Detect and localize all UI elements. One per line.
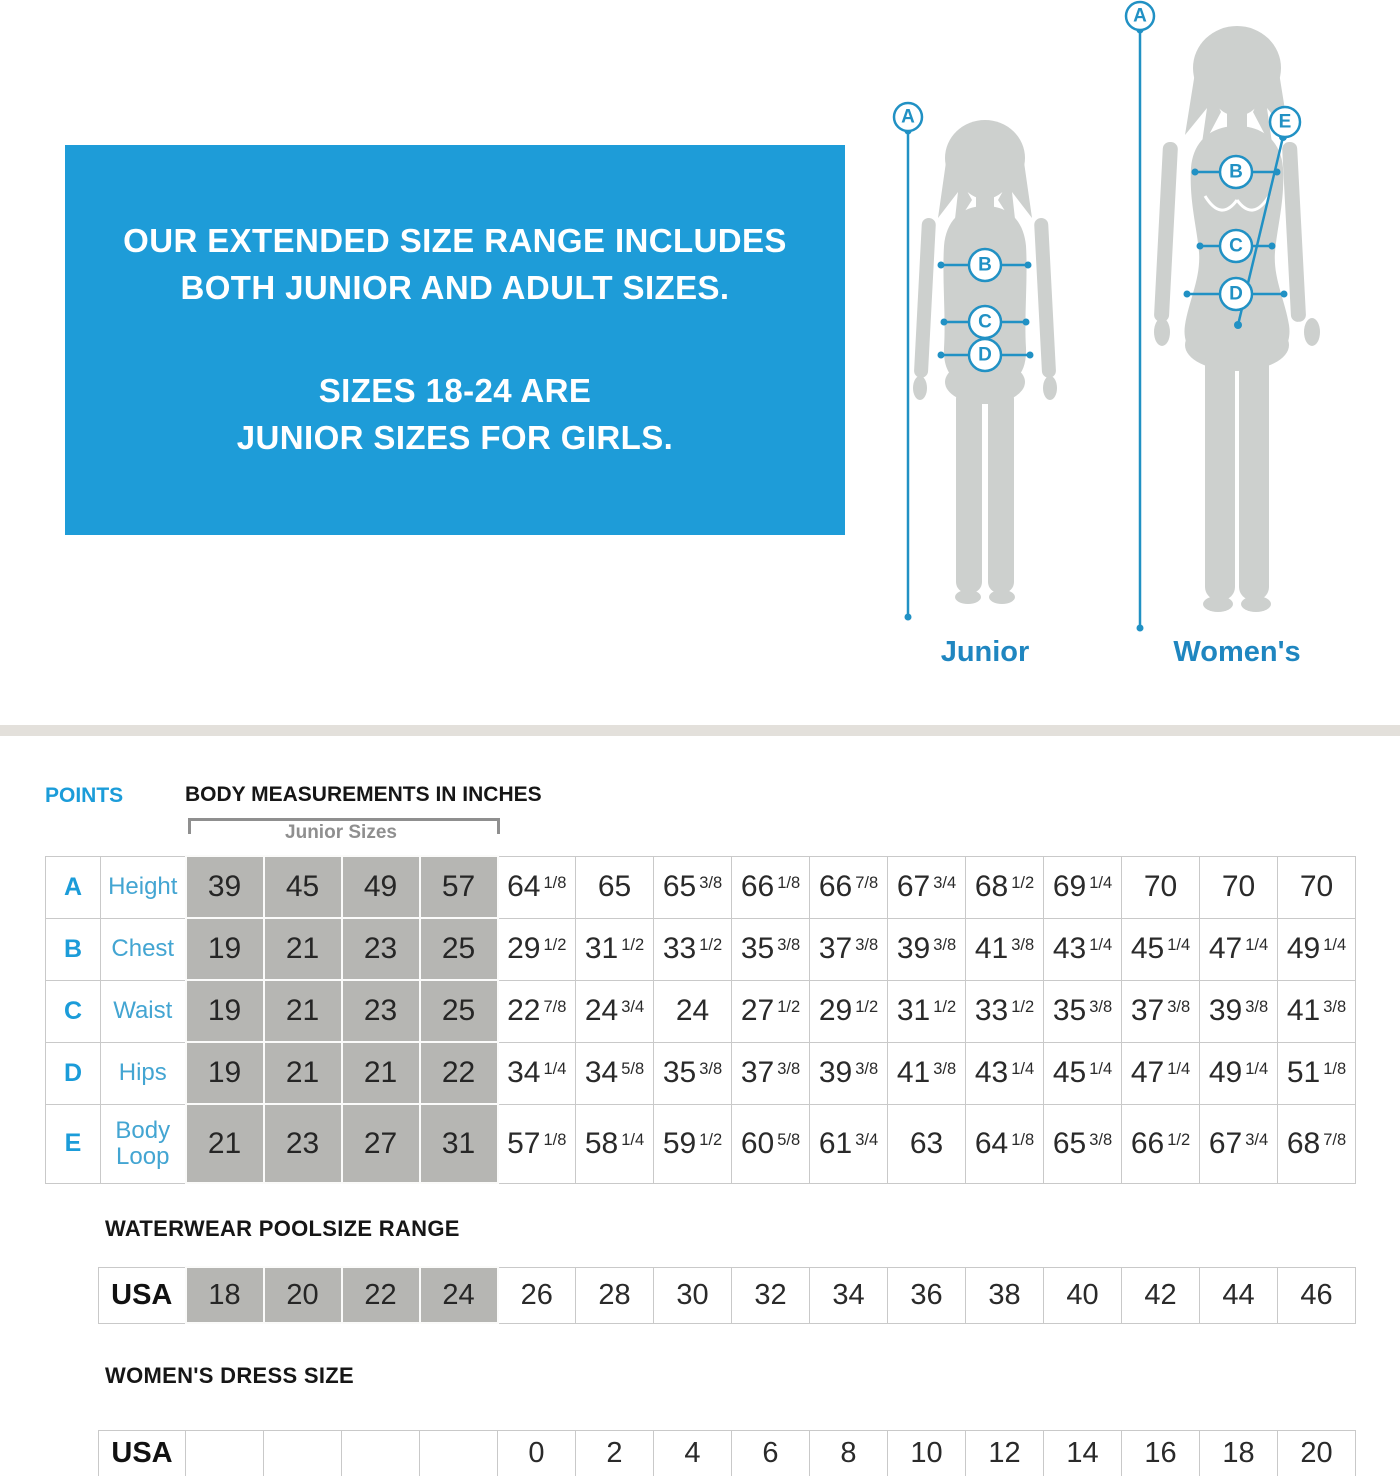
measurement-value-cell: 41 $^{3/8}$ <box>888 1042 966 1104</box>
measurement-value-cell: 21 <box>342 1042 420 1104</box>
dress-size-row <box>99 1431 1356 1476</box>
banner-line-2: BOTH JUNIOR AND ADULT SIZES. <box>180 269 730 307</box>
measurement-value-cell: 51 $^{1/8}$ <box>1278 1042 1356 1104</box>
banner-paragraph-1 <box>65 218 845 312</box>
section-divider <box>0 725 1400 736</box>
measurement-value-cell: 23 <box>342 980 420 1042</box>
measurement-value-cell: 60 $^{5/8}$ <box>732 1104 810 1183</box>
measurement-value-cell: 66 $^{1/2}$ <box>1122 1104 1200 1183</box>
junior-figure-label: Junior <box>940 636 1030 668</box>
poolsize-value-cell: 18 <box>186 1267 264 1323</box>
measurement-value-cell: 39 $^{3/8}$ <box>888 918 966 980</box>
measurement-value-cell: 35 $^{3/8}$ <box>1044 980 1122 1042</box>
measurement-value-cell: 58 $^{1/4}$ <box>576 1104 654 1183</box>
measurement-value-cell: 45 <box>264 856 342 918</box>
dress-value-cell: 12 <box>966 1431 1044 1476</box>
measurement-value-cell: 41 $^{3/8}$ <box>1278 980 1356 1042</box>
measurement-value-cell: 41 $^{3/8}$ <box>966 918 1044 980</box>
measurement-value-cell: 49 $^{1/4}$ <box>1278 918 1356 980</box>
junior-silhouette-diagram <box>880 100 1095 645</box>
measurement-value-cell: 65 $^{3/8}$ <box>654 856 732 918</box>
poolsize-value-cell: 32 <box>732 1267 810 1323</box>
measurement-value-cell: 70 <box>1278 856 1356 918</box>
dress-value-cell: 16 <box>1122 1431 1200 1476</box>
measurement-value-cell: 64 $^{1/8}$ <box>966 1104 1044 1183</box>
measurement-value-cell: 45 $^{1/4}$ <box>1044 1042 1122 1104</box>
poolsize-value-cell: 36 <box>888 1267 966 1323</box>
dress-value-cell <box>186 1431 264 1476</box>
junior-point-b-label: B <box>978 254 992 276</box>
banner-line-4: JUNIOR SIZES FOR GIRLS. <box>236 418 674 456</box>
point-letter-cell: E <box>46 1104 101 1183</box>
measurement-value-cell: 22 $^{7/8}$ <box>498 980 576 1042</box>
womens-point-a-label: A <box>1133 5 1147 27</box>
junior-point-a-label: A <box>901 106 915 128</box>
measurement-value-cell: 34 $^{5/8}$ <box>576 1042 654 1104</box>
measurement-value-cell: 29 $^{1/2}$ <box>498 918 576 980</box>
measurement-value-cell: 47 $^{1/4}$ <box>1200 918 1278 980</box>
poolsize-region-cell: USA <box>99 1267 186 1323</box>
womens-point-c-label: C <box>1229 235 1243 257</box>
junior-point-d-label: D <box>978 344 992 366</box>
measurement-value-cell: 37 $^{3/8}$ <box>732 1042 810 1104</box>
measurement-value-cell: 35 $^{3/8}$ <box>654 1042 732 1104</box>
dress-value-cell: 14 <box>1044 1431 1122 1476</box>
poolsize-value-cell: 46 <box>1278 1267 1356 1323</box>
measurement-value-cell: 23 <box>264 1104 342 1183</box>
poolsize-value-cell: 30 <box>654 1267 732 1323</box>
measurement-value-cell: 61 $^{3/4}$ <box>810 1104 888 1183</box>
measurement-value-cell: 19 <box>186 1042 264 1104</box>
dress-value-cell: 8 <box>810 1431 888 1476</box>
womens-point-b-label: B <box>1229 161 1243 183</box>
point-name-cell: Waist <box>101 980 186 1042</box>
womens-point-d-label: D <box>1229 283 1243 305</box>
points-header: POINTS <box>45 784 124 807</box>
poolsize-value-cell: 28 <box>576 1267 654 1323</box>
dress-value-cell <box>420 1431 498 1476</box>
measurement-value-cell: 21 <box>264 918 342 980</box>
measurement-value-cell: 70 <box>1122 856 1200 918</box>
measurement-value-cell: 57 <box>420 856 498 918</box>
measurement-value-cell: 24 <box>654 980 732 1042</box>
banner-line-3: SIZES 18-24 ARE <box>318 372 592 409</box>
junior-point-c-label: C <box>978 311 992 333</box>
poolsize-value-cell: 22 <box>342 1267 420 1323</box>
measurement-value-cell: 19 <box>186 918 264 980</box>
measurement-value-cell: 37 $^{3/8}$ <box>810 918 888 980</box>
measurement-value-cell: 49 $^{1/4}$ <box>1200 1042 1278 1104</box>
measurement-value-cell: 25 <box>420 918 498 980</box>
measurement-value-cell: 31 <box>420 1104 498 1183</box>
womens-silhouette-diagram <box>1115 0 1345 645</box>
measurement-value-cell: 21 <box>186 1104 264 1183</box>
dress-value-cell: 20 <box>1278 1431 1356 1476</box>
point-name-cell: Body Loop <box>101 1104 186 1183</box>
point-letter-cell: A <box>46 856 101 918</box>
measurement-row-d <box>46 1042 1356 1104</box>
dress-value-cell: 6 <box>732 1431 810 1476</box>
measurement-value-cell: 23 <box>342 918 420 980</box>
junior-sizes-label: Junior Sizes <box>285 822 397 843</box>
measurement-value-cell: 68 $^{1/2}$ <box>966 856 1044 918</box>
measurement-row-c <box>46 980 1356 1042</box>
measurement-value-cell: 59 $^{1/2}$ <box>654 1104 732 1183</box>
measurement-value-cell: 69 $^{1/4}$ <box>1044 856 1122 918</box>
info-banner <box>65 145 845 535</box>
measurement-value-cell: 66 $^{1/8}$ <box>732 856 810 918</box>
measurement-value-cell: 25 <box>420 980 498 1042</box>
poolsize-value-cell: 34 <box>810 1267 888 1323</box>
measurement-value-cell: 33 $^{1/2}$ <box>654 918 732 980</box>
banner-line-1: OUR EXTENDED SIZE RANGE INCLUDES <box>123 222 787 260</box>
measurement-value-cell: 22 <box>420 1042 498 1104</box>
measurement-value-cell: 21 <box>264 1042 342 1104</box>
womens-height-line-a <box>1126 2 1154 632</box>
poolsize-value-cell: 38 <box>966 1267 1044 1323</box>
measurement-value-cell: 29 $^{1/2}$ <box>810 980 888 1042</box>
dress-value-cell: 4 <box>654 1431 732 1476</box>
measurement-value-cell: 43 $^{1/4}$ <box>966 1042 1044 1104</box>
poolsize-value-cell: 20 <box>264 1267 342 1323</box>
dress-value-cell <box>342 1431 420 1476</box>
measurement-row-e <box>46 1104 1356 1183</box>
dress-value-cell: 0 <box>498 1431 576 1476</box>
measurement-value-cell: 65 <box>576 856 654 918</box>
poolsize-value-cell: 42 <box>1122 1267 1200 1323</box>
measurement-value-cell: 68 $^{7/8}$ <box>1278 1104 1356 1183</box>
measurement-value-cell: 21 <box>264 980 342 1042</box>
point-name-cell: Hips <box>101 1042 186 1104</box>
measurement-row-a <box>46 856 1356 918</box>
measurement-value-cell: 47 $^{1/4}$ <box>1122 1042 1200 1104</box>
dress-size-table <box>98 1430 1356 1476</box>
dress-region-cell: USA <box>99 1431 186 1476</box>
measurement-value-cell: 67 $^{3/4}$ <box>888 856 966 918</box>
measurement-value-cell: 39 $^{3/8}$ <box>1200 980 1278 1042</box>
measurement-value-cell: 66 $^{7/8}$ <box>810 856 888 918</box>
poolsize-value-cell: 24 <box>420 1267 498 1323</box>
dress-value-cell: 2 <box>576 1431 654 1476</box>
measurement-row-b <box>46 918 1356 980</box>
dress-value-cell: 10 <box>888 1431 966 1476</box>
point-name-cell: Height <box>101 856 186 918</box>
measurement-value-cell: 39 <box>186 856 264 918</box>
womens-point-e-label: E <box>1278 111 1292 133</box>
measurement-value-cell: 31 $^{1/2}$ <box>576 918 654 980</box>
point-letter-cell: C <box>46 980 101 1042</box>
measurement-value-cell: 24 $^{3/4}$ <box>576 980 654 1042</box>
measurement-value-cell: 65 $^{3/8}$ <box>1044 1104 1122 1183</box>
measurement-value-cell: 37 $^{3/8}$ <box>1122 980 1200 1042</box>
measurement-value-cell: 64 $^{1/8}$ <box>498 856 576 918</box>
point-letter-cell: D <box>46 1042 101 1104</box>
poolsize-title: WATERWEAR POOLSIZE RANGE <box>105 1216 460 1241</box>
poolsize-value-cell: 26 <box>498 1267 576 1323</box>
poolsize-value-cell: 44 <box>1200 1267 1278 1323</box>
measurement-value-cell: 39 $^{3/8}$ <box>810 1042 888 1104</box>
measurement-value-cell: 34 $^{1/4}$ <box>498 1042 576 1104</box>
dress-size-title: WOMEN'S DRESS SIZE <box>105 1363 354 1388</box>
measurement-value-cell: 33 $^{1/2}$ <box>966 980 1044 1042</box>
dress-value-cell: 18 <box>1200 1431 1278 1476</box>
dress-value-cell <box>264 1431 342 1476</box>
measurement-value-cell: 57 $^{1/8}$ <box>498 1104 576 1183</box>
measurement-value-cell: 35 $^{3/8}$ <box>732 918 810 980</box>
measurement-value-cell: 31 $^{1/2}$ <box>888 980 966 1042</box>
measurements-table <box>45 855 1356 1184</box>
measurement-value-cell: 27 <box>342 1104 420 1183</box>
womens-figure-label: Women's <box>1173 636 1301 668</box>
measurement-value-cell: 70 <box>1200 856 1278 918</box>
measurements-title: BODY MEASUREMENTS IN INCHES <box>185 783 542 806</box>
measurement-value-cell: 19 <box>186 980 264 1042</box>
poolsize-value-cell: 40 <box>1044 1267 1122 1323</box>
measurement-value-cell: 43 $^{1/4}$ <box>1044 918 1122 980</box>
poolsize-row <box>99 1267 1356 1323</box>
measurement-value-cell: 63 <box>888 1104 966 1183</box>
point-letter-cell: B <box>46 918 101 980</box>
poolsize-table <box>98 1266 1356 1324</box>
measurement-value-cell: 49 <box>342 856 420 918</box>
measurement-value-cell: 67 $^{3/4}$ <box>1200 1104 1278 1183</box>
measurement-value-cell: 45 $^{1/4}$ <box>1122 918 1200 980</box>
point-name-cell: Chest <box>101 918 186 980</box>
banner-paragraph-2 <box>65 368 845 462</box>
measurement-value-cell: 27 $^{1/2}$ <box>732 980 810 1042</box>
